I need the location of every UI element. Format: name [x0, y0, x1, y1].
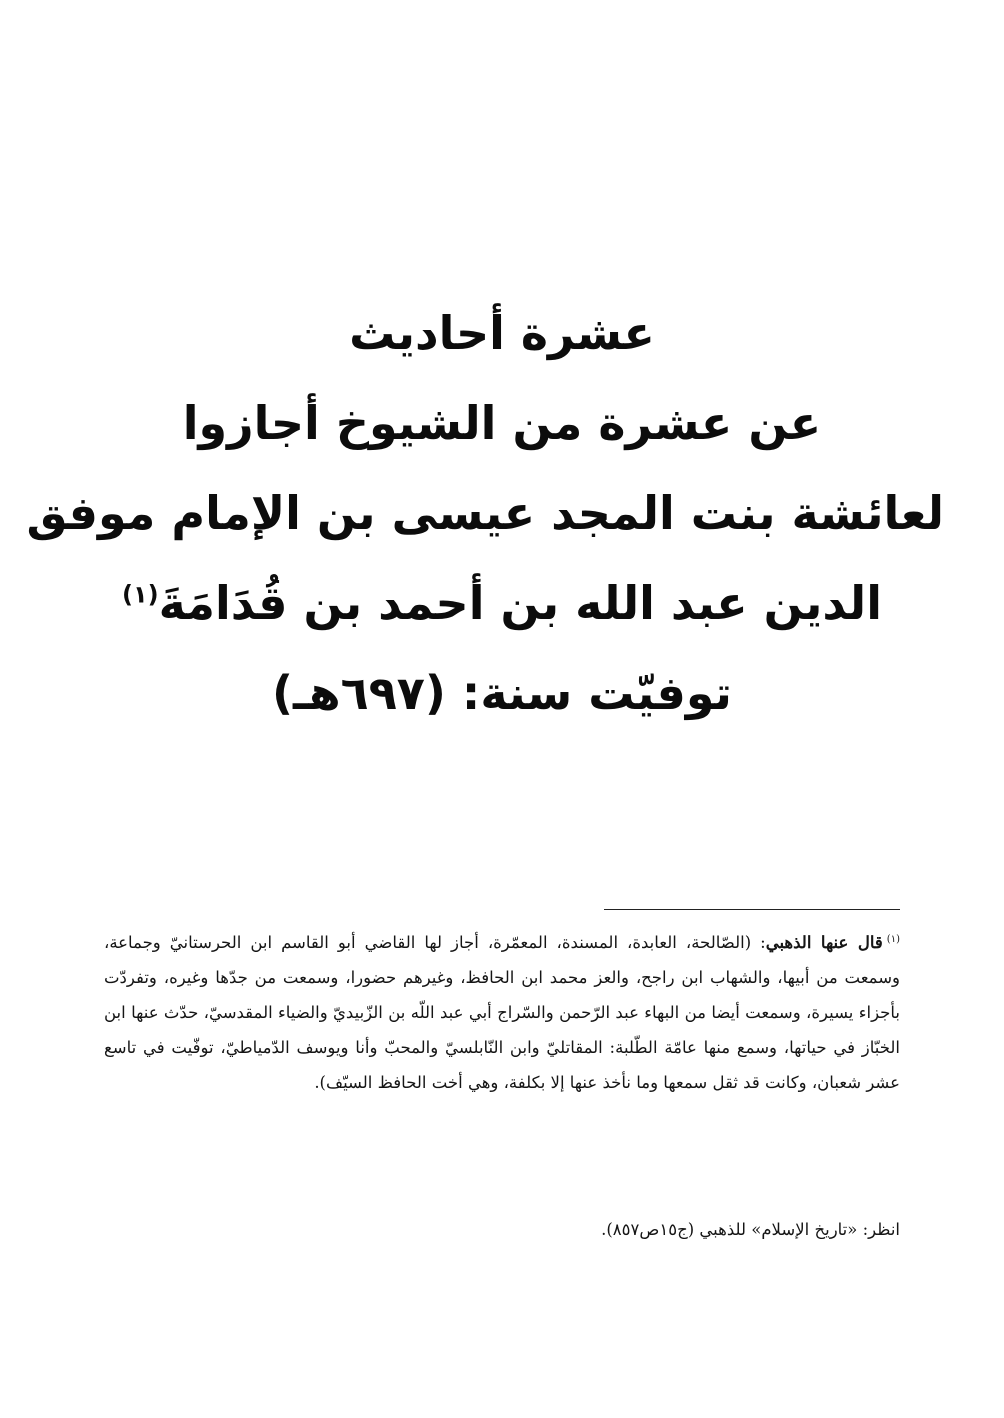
- footnote-speaker: قال عنها الذهبي: [765, 933, 883, 952]
- footnote-divider: [604, 909, 900, 910]
- footnote-paragraph: [104, 925, 900, 1100]
- title-line-4-text: الدين عبد الله بن أحمد بن قُدَامَةَ: [158, 576, 882, 630]
- footnote-marker: (١): [886, 933, 900, 945]
- footnote-reference: انظر: «تاريخ الإسلام» للذهبي (ج١٥ص٨٥٧).: [601, 1220, 900, 1239]
- footnote: [104, 925, 900, 1100]
- title-line-1: عشرة أحاديث: [349, 306, 655, 360]
- title-line-5: توفيّت سنة: (٦٩٧هـ): [272, 666, 732, 720]
- title-line-2: عن عشرة من الشيوخ أجازوا: [182, 396, 822, 450]
- title-line-4: [60, 558, 944, 648]
- footnote-reference-marker[interactable]: (١): [122, 580, 159, 609]
- title-block: [26, 288, 944, 738]
- footnote-text: : (الصّالحة، العابدة، المسندة، المعمّرة، أجاز لها القاضي أبو القاسم ابن الحرستانيّ وجماعة، وسمعت من أبيها، والشهاب ابن راجح، والعز محمد ابن الحافظ، وغيرهم حضورا، وسمعت من جدّها وغيره، وتفردّت بأجزاء يسيرة، وسمعت أيضا من البهاء عبد الرّحمن والسّراج أبي عبد اللّه بن الزّبيديّ والضياء المقدسيّ، حدّث عنها ابن الخبّاز في حياتها، وسمع منها عامّة الطّلبة: المقاتليّ وابن النّابلسيّ والمحبّ وأنا ويوسف الدّمياطيّ، توفّيت في تاسع عشر شعبان، وكانت قد ثقل سمعها وما نأخذ عنها إلا بكلفة، وهي أخت الحافظ السيّف).: [104, 933, 900, 1092]
- title-line-3: لعائشة بنت المجد عيسى بن الإمام موفق: [26, 486, 944, 540]
